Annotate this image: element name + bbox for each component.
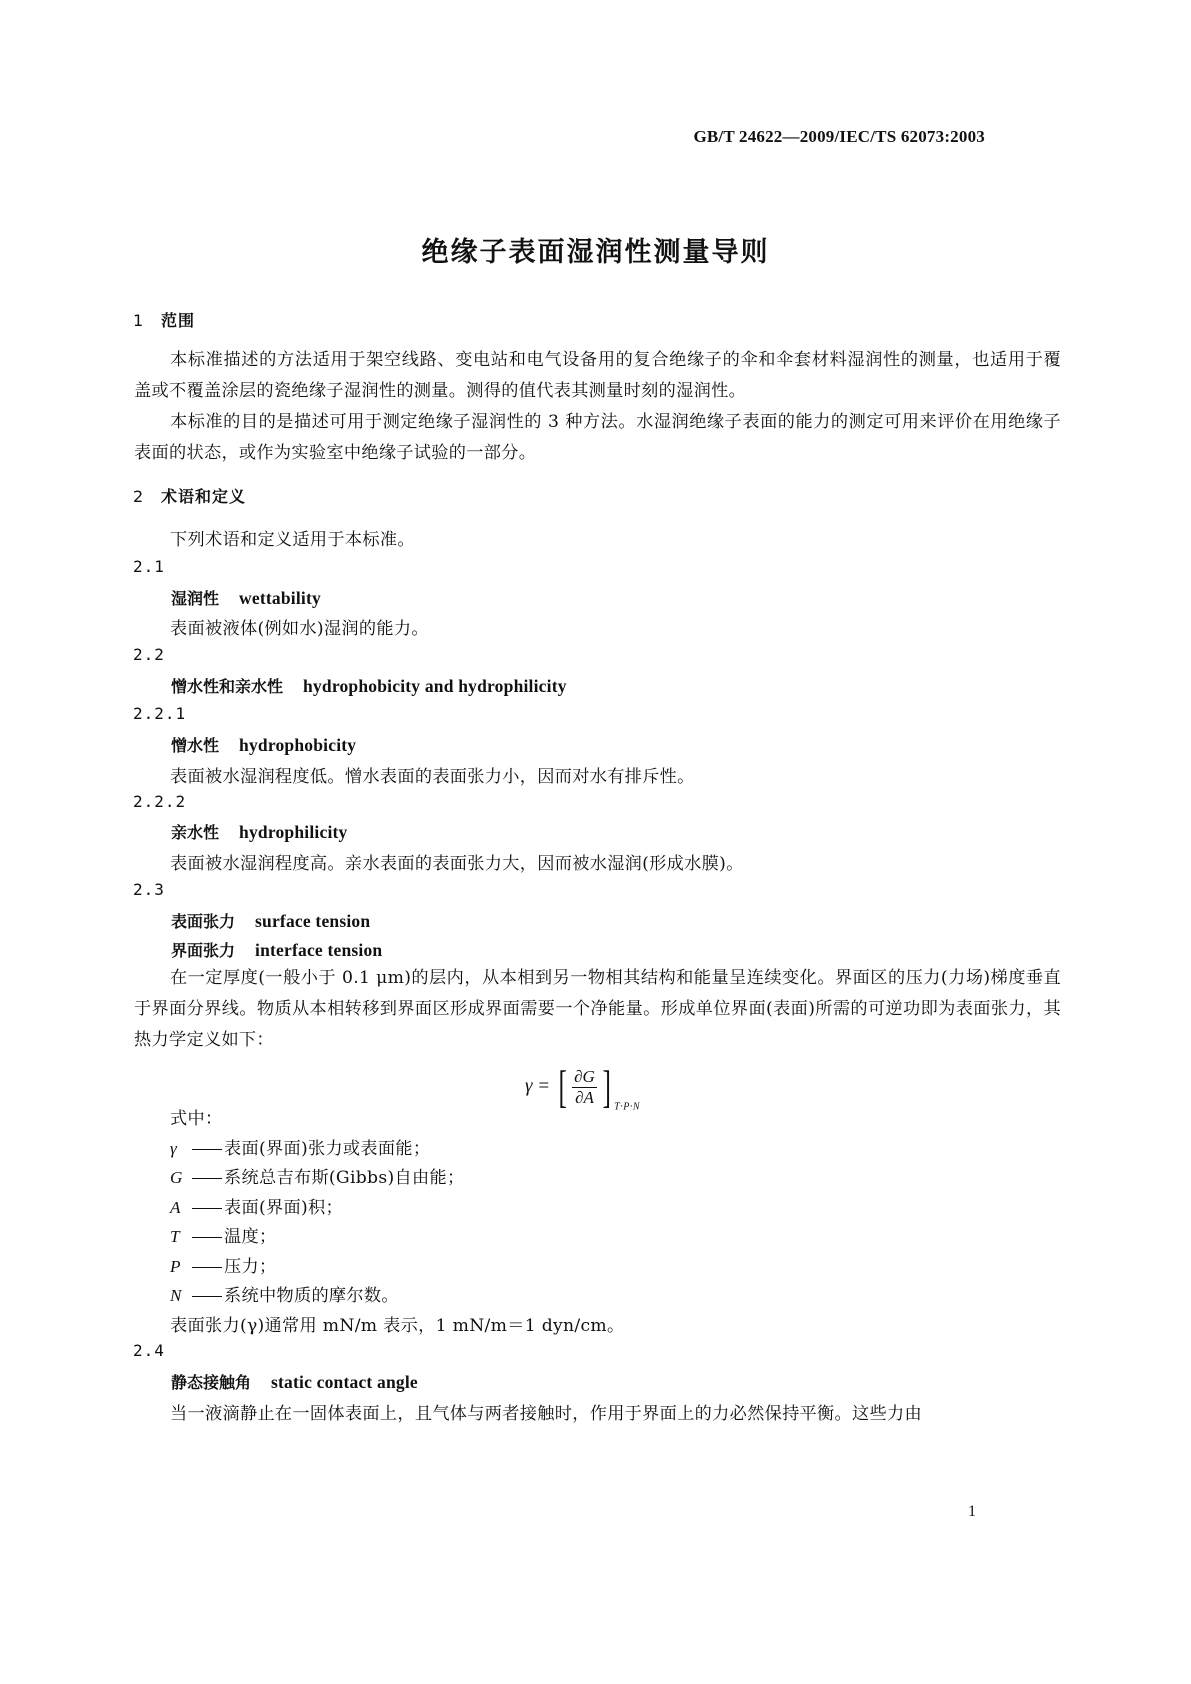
variable-symbol: T — [170, 1227, 180, 1246]
variable-definition — [170, 1252, 276, 1277]
term-interface-tension — [171, 938, 382, 961]
clause-number: 2.4 — [133, 1341, 165, 1360]
document-title: 绝缘子表面湿润性测量导则 — [421, 237, 770, 268]
fraction-numerator: ∂G — [574, 1066, 595, 1086]
term-zh: 湿润性 — [171, 589, 220, 608]
dash — [192, 1237, 222, 1238]
scope-paragraph-2: 本标准的目的是描述可用于测定绝缘子湿润性的 3 种方法。水湿润绝缘子表面的能力的测定可用来评价在用绝缘子表面的状态，或作为实验室中绝缘子试验的一部分。 — [134, 412, 1061, 464]
term-zh: 憎水性和亲水性 — [171, 677, 284, 696]
clause-number: 2.2 — [133, 645, 165, 664]
variable-definition — [170, 1281, 399, 1306]
term-en: hydrophilicity — [239, 822, 348, 842]
variable-description: 表面(界面)积； — [224, 1198, 343, 1218]
clause-number: 2.2.1 — [133, 704, 187, 723]
term-en: wettability — [239, 588, 321, 608]
variable-description: 系统总吉布斯(Gibbs)自由能； — [224, 1168, 465, 1188]
term-zh: 表面张力 — [171, 912, 236, 931]
variable-definition — [170, 1193, 343, 1218]
term-en: surface tension — [255, 911, 371, 931]
term-hydrophobicity — [171, 733, 356, 756]
term-definition: 当一液滴静止在一固体表面上，且气体与两者接触时，作用于界面上的力必然保持平衡。这些力由 — [170, 1404, 922, 1424]
dash — [192, 1178, 222, 1179]
formula-lhs: γ = — [525, 1075, 551, 1097]
left-bracket: [ — [558, 1061, 567, 1112]
term-en: hydrophobicity and hydrophilicity — [303, 676, 567, 696]
section-2-heading — [133, 484, 246, 507]
where-label: 式中： — [170, 1109, 223, 1129]
surface-tension-formula — [525, 1061, 640, 1113]
variable-definition — [170, 1134, 430, 1159]
variable-description: 表面(界面)张力或表面能； — [224, 1139, 431, 1159]
variable-definition — [170, 1222, 276, 1247]
term-static-contact-angle — [171, 1370, 418, 1393]
dash — [192, 1208, 222, 1209]
clause-number: 2.3 — [133, 880, 165, 899]
clause-number: 2.2.2 — [133, 792, 187, 811]
section-number: 1 — [133, 311, 145, 330]
term-hydrophilicity — [171, 820, 348, 843]
unit-note: 表面张力(γ)通常用 mN/m 表示，1 mN/m＝1 dyn/cm。 — [170, 1316, 625, 1336]
term-surface-tension — [171, 909, 370, 932]
fraction-denominator: ∂A — [575, 1087, 594, 1107]
terms-intro: 下列术语和定义适用于本标准。 — [170, 530, 415, 550]
term-definition: 表面被水湿润程度低。憎水表面的表面张力小，因而对水有排斥性。 — [170, 767, 695, 787]
variable-symbol: A — [170, 1198, 181, 1217]
scope-paragraph-1: 本标准描述的方法适用于架空线路、变电站和电气设备用的复合绝缘子的伞和伞套材料湿润性的测量，也适用于覆盖或不覆盖涂层的瓷绝缘子湿润性的测量。测得的值代表其测量时刻的湿润性。 — [134, 350, 1061, 402]
partial-fraction — [572, 1067, 597, 1108]
term-hydrophobicity-hydrophilicity — [171, 674, 567, 697]
section-title: 范围 — [161, 311, 196, 330]
term-en: static contact angle — [271, 1372, 418, 1392]
variable-definition — [170, 1163, 464, 1188]
variable-symbol: P — [170, 1257, 181, 1276]
term-en: hydrophobicity — [239, 735, 357, 755]
right-bracket: ] — [602, 1061, 611, 1112]
variable-description: 压力； — [224, 1257, 277, 1277]
clause-number: 2.1 — [133, 557, 165, 576]
variable-symbol: γ — [170, 1139, 178, 1158]
formula-subscript: T·P·N — [614, 1101, 640, 1113]
surface-tension-definition: 在一定厚度(一般小于 0.1 μm)的层内，从本相到另一物相其结构和能量呈连续变化。界面区的压力(力场)梯度垂直于界面分界线。物质从本相转移到界面区形成界面需要一个净能量。形成单位界面(表面)所需的可逆功即为表面张力，其热力学定义如下： — [134, 968, 1061, 1051]
term-wettability — [171, 586, 321, 609]
variable-description: 系统中物质的摩尔数。 — [224, 1286, 399, 1306]
standard-code: GB/T 24622—2009/IEC/TS 62073:2003 — [693, 127, 985, 146]
term-zh: 憎水性 — [171, 736, 220, 755]
term-definition: 表面被水湿润程度高。亲水表面的表面张力大，因而被水湿润(形成水膜)。 — [170, 854, 744, 874]
term-definition: 表面被液体(例如水)湿润的能力。 — [170, 619, 429, 639]
term-zh: 静态接触角 — [171, 1373, 252, 1392]
section-title: 术语和定义 — [161, 487, 247, 506]
term-zh: 亲水性 — [171, 823, 220, 842]
section-number: 2 — [133, 487, 145, 506]
variable-symbol: G — [170, 1168, 183, 1187]
variable-symbol: N — [170, 1286, 182, 1305]
section-1-heading — [133, 308, 195, 331]
dash — [192, 1296, 222, 1297]
variable-description: 温度； — [224, 1227, 277, 1247]
dash — [192, 1267, 222, 1268]
page-number: 1 — [968, 1503, 976, 1520]
term-zh: 界面张力 — [171, 941, 236, 960]
term-en: interface tension — [255, 940, 383, 960]
dash — [192, 1149, 222, 1150]
